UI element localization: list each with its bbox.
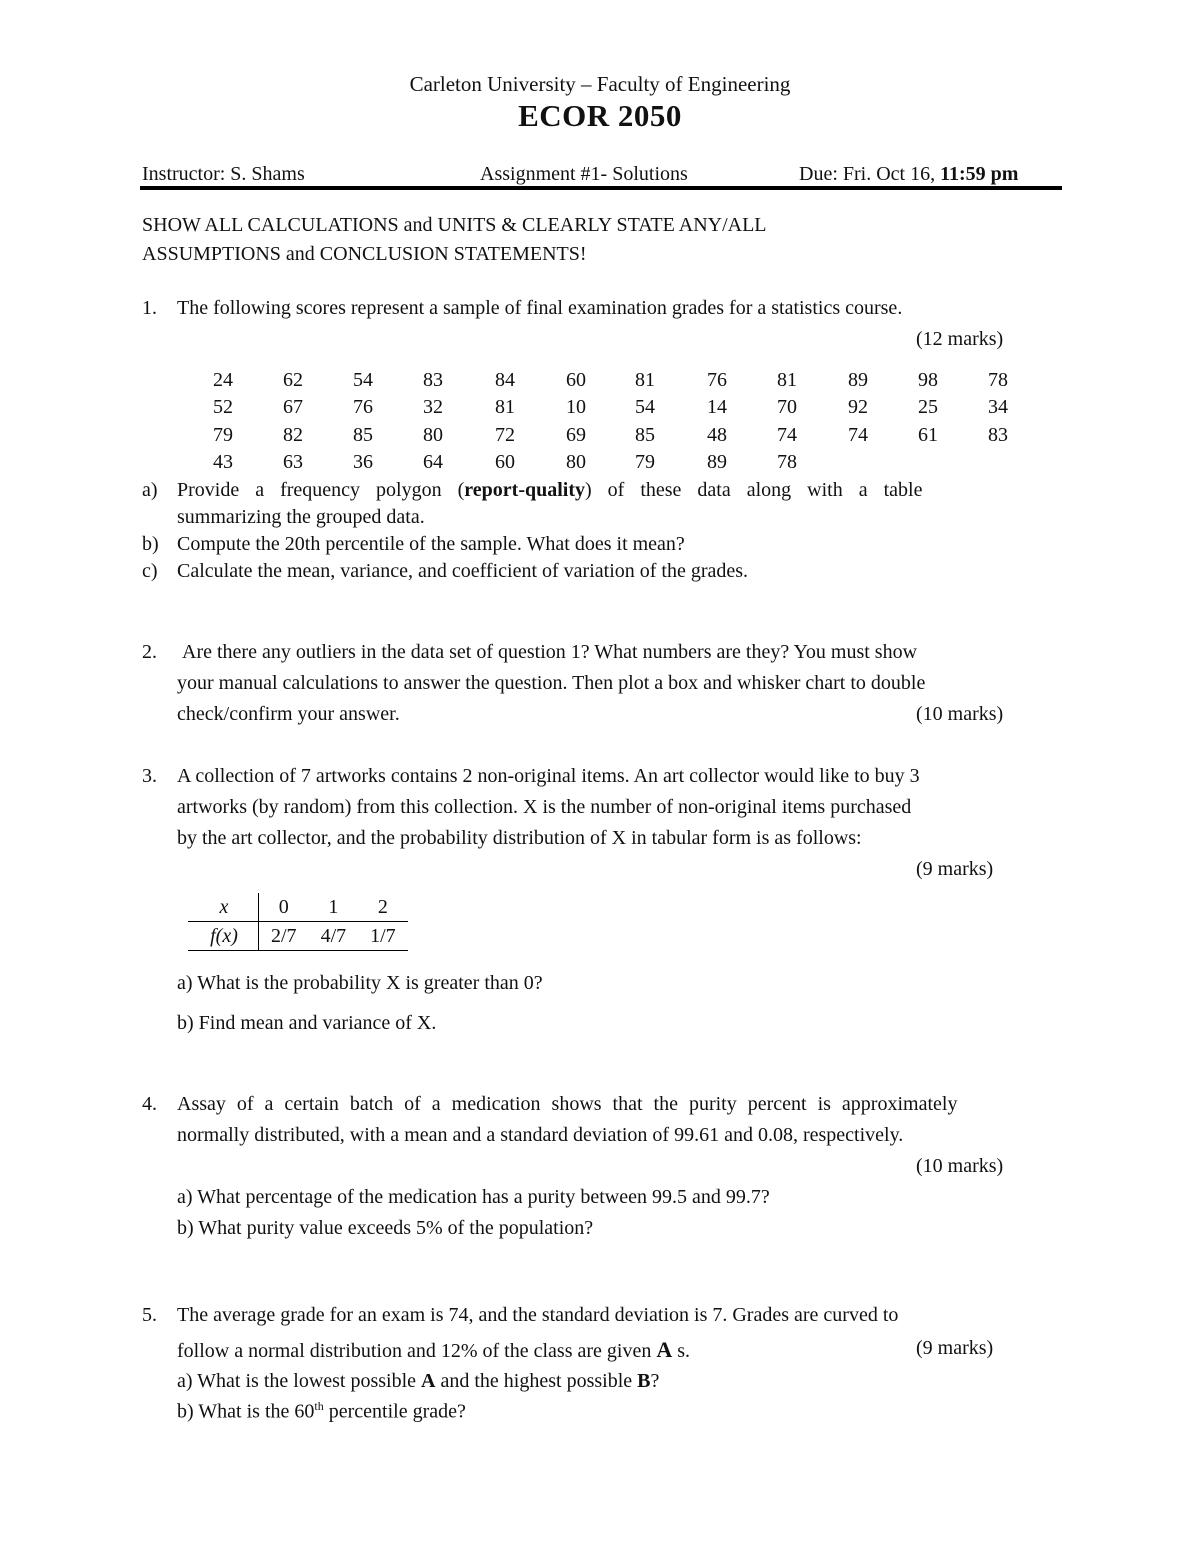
q1-score-cell: 43 (213, 451, 233, 473)
q1-text: The following scores represent a sample of final examination grades for a statistics course. (177, 297, 903, 319)
q1-score-cell: 92 (848, 396, 868, 418)
q2-number: 2. (142, 641, 157, 663)
q1-score-cell: 74 (777, 424, 797, 446)
x-value-0: 0 (259, 893, 309, 922)
course-title: ECOR 2050 (518, 98, 682, 133)
q5-line-2-post: s. (672, 1340, 691, 1362)
q1a-text (177, 479, 922, 502)
q5-line-2-bold: A (656, 1337, 673, 1362)
probability-table (188, 893, 408, 951)
q5-line-2-pre: follow a normal distribution and 12% of the class are given (177, 1340, 657, 1362)
q1-score-cell: 48 (707, 424, 727, 446)
instructions-line-1: SHOW ALL CALCULATIONS and UNITS & CLEARLY STATE ANY/ALL (142, 214, 767, 236)
q5a-bold-a: A (421, 1370, 436, 1392)
q1c-label: c) (142, 560, 158, 582)
q5b-sup: th (314, 1399, 324, 1413)
q1-score-cell: 79 (635, 451, 655, 473)
q1c-text: Calculate the mean, variance, and coefficient of variation of the grades. (177, 560, 749, 582)
q2-line-3: check/confirm your answer. (177, 703, 400, 725)
q5-number: 5. (142, 1304, 157, 1326)
q1a-pre: Provide a frequency polygon ( (177, 479, 465, 501)
q3-line-2: artworks (by random) from this collection. X is the number of non-original items purchased (177, 796, 912, 818)
q3a-text: a) What is the probability X is greater than 0? (177, 972, 543, 994)
q1-score-cell: 98 (918, 369, 938, 391)
q1-number: 1. (142, 297, 157, 319)
q1b-text: Compute the 20th percentile of the sample. What does it mean? (177, 533, 685, 555)
instructions-line-2: ASSUMPTIONS and CONCLUSION STATEMENTS! (142, 243, 587, 265)
fx-header: f(x) (188, 922, 259, 951)
due-time: 11:59 pm (940, 163, 1019, 185)
q1-score-cell: 52 (213, 396, 233, 418)
x-header: x (188, 893, 259, 922)
q1-score-cell: 84 (495, 369, 515, 391)
university-heading: Carleton University – Faculty of Engineering (409, 72, 791, 96)
q3-marks: (9 marks) (916, 858, 994, 880)
q1-score-cell: 36 (353, 451, 373, 473)
q1-marks: (12 marks) (916, 328, 1004, 350)
instructor-label: Instructor: S. Shams (142, 163, 305, 185)
q1-score-cell: 89 (707, 451, 727, 473)
q1-score-cell: 81 (777, 369, 797, 391)
q2-line-2: your manual calculations to answer the question. Then plot a box and whisker chart to double (177, 672, 926, 694)
q1-score-cell: 85 (635, 424, 655, 446)
header-rule (140, 186, 1062, 190)
q5a-mid: and the highest possible (435, 1370, 638, 1392)
q1-score-cell: 89 (848, 369, 868, 391)
q1-score-cell: 54 (635, 396, 655, 418)
q1-score-cell: 32 (423, 396, 443, 418)
q1-score-cell: 62 (283, 369, 303, 391)
q4a-text: a) What percentage of the medication has a purity between 99.5 and 99.7? (177, 1186, 770, 1208)
q4b-text: b) What purity value exceeds 5% of the population? (177, 1217, 594, 1239)
q5-marks: (9 marks) (916, 1337, 994, 1359)
q5-line-1: The average grade for an exam is 74, and the standard deviation is 7. Grades are curved to (177, 1304, 899, 1326)
q1-score-cell: 69 (566, 424, 586, 446)
q1-score-cell: 24 (213, 369, 233, 391)
q1-score-cell: 80 (566, 451, 586, 473)
q1-score-cell: 85 (353, 424, 373, 446)
due-prefix: Due: Fri. Oct 16, (799, 163, 941, 185)
q3-number: 3. (142, 765, 157, 787)
q1-score-cell: 76 (707, 369, 727, 391)
q5-line-2 (177, 1337, 690, 1363)
fx-value-2: 1/7 (358, 922, 408, 951)
q5b-text (177, 1399, 466, 1424)
q1-score-cell: 14 (707, 396, 727, 418)
q1b-label: b) (142, 533, 159, 555)
q1-score-cell: 25 (918, 396, 938, 418)
q1-score-cell: 81 (635, 369, 655, 391)
q5a-text (177, 1370, 659, 1393)
q4-marks: (10 marks) (916, 1155, 1004, 1177)
q1-score-cell: 82 (283, 424, 303, 446)
q1-score-cell: 60 (495, 451, 515, 473)
q1-score-cell: 83 (988, 424, 1008, 446)
assignment-label: Assignment #1- Solutions (480, 163, 688, 185)
q5b-pre: b) What is the 60 (177, 1400, 315, 1423)
q1a-post: ) of these data along with a table (585, 479, 923, 501)
q2-marks: (10 marks) (916, 703, 1004, 725)
q1-score-cell: 80 (423, 424, 443, 446)
q5a-bold-b: B (637, 1370, 651, 1392)
q1-score-cell: 83 (423, 369, 443, 391)
q1a-label: a) (142, 479, 158, 501)
q1-score-cell: 79 (213, 424, 233, 446)
q1-score-cell: 70 (777, 396, 797, 418)
q5b-post: percentile grade? (323, 1400, 466, 1423)
q1-score-cell: 74 (848, 424, 868, 446)
q1-score-cell: 63 (283, 451, 303, 473)
q4-line-1: Assay of a certain batch of a medication shows that the purity percent is approximately (177, 1093, 958, 1115)
q1-score-cell: 76 (353, 396, 373, 418)
fx-value-0: 2/7 (259, 922, 309, 951)
due-date (799, 163, 1018, 186)
q3-line-1: A collection of 7 artworks contains 2 non-original items. An art collector would like to buy 3 (177, 765, 920, 787)
q3-line-3: by the art collector, and the probability distribution of X in tabular form is as follows: (177, 827, 862, 849)
q5a-pre: a) What is the lowest possible (177, 1370, 422, 1392)
q5a-post: ? (650, 1370, 660, 1392)
q1-score-cell: 60 (566, 369, 586, 391)
q4-line-2: normally distributed, with a mean and a standard deviation of 99.61 and 0.08, respectively. (177, 1124, 904, 1146)
fx-value-1: 4/7 (309, 922, 359, 951)
q1-score-cell: 67 (283, 396, 303, 418)
q1-score-cell: 61 (918, 424, 938, 446)
q1a-bold: report-quality (464, 479, 585, 501)
x-value-1: 1 (309, 893, 359, 922)
q1-score-cell: 54 (353, 369, 373, 391)
q1-score-cell: 78 (777, 451, 797, 473)
q3b-text: b) Find mean and variance of X. (177, 1012, 437, 1034)
q1-score-cell: 64 (423, 451, 443, 473)
q4-number: 4. (142, 1093, 157, 1115)
q1-score-cell: 72 (495, 424, 515, 446)
q1-score-cell: 78 (988, 369, 1008, 391)
q1-score-cell: 34 (988, 396, 1008, 418)
q2-line-1: Are there any outliers in the data set of question 1? What numbers are they? You must show (182, 641, 918, 663)
q1a-line-2: summarizing the grouped data. (177, 506, 425, 528)
q1-score-cell: 81 (495, 396, 515, 418)
x-value-2: 2 (358, 893, 408, 922)
q1-score-cell: 10 (566, 396, 586, 418)
